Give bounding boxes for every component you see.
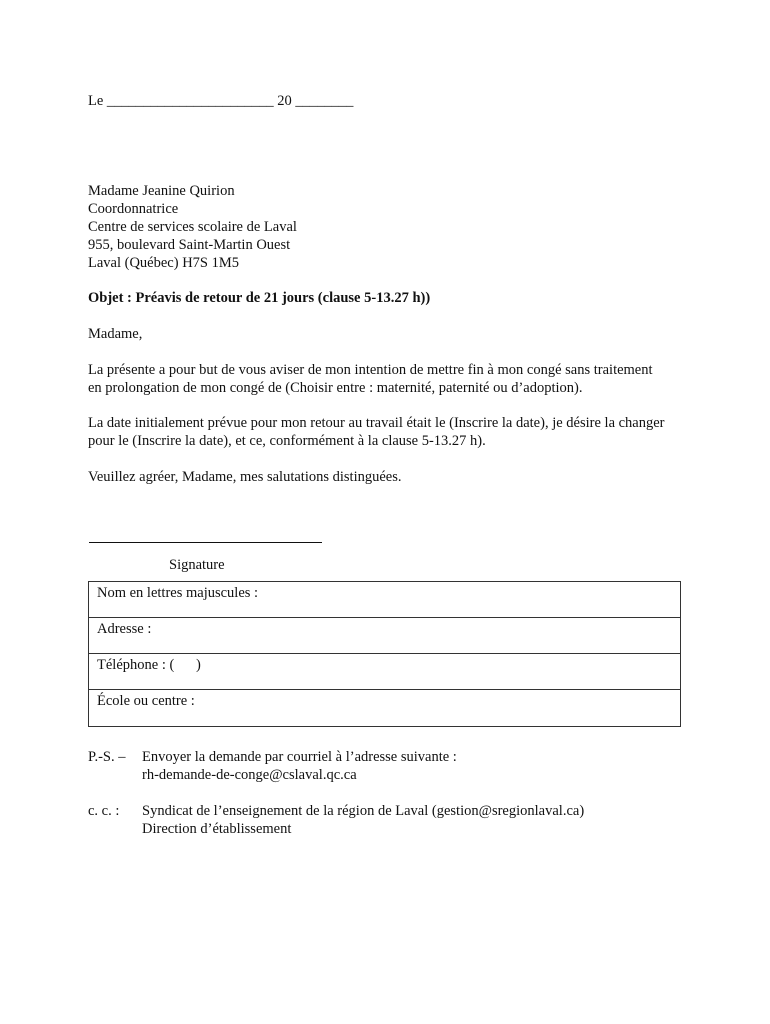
postscript-label: P.-S. – — [88, 749, 126, 765]
recipient-organization: Centre de services scolaire de Laval — [88, 219, 297, 235]
contact-info-table — [88, 581, 681, 727]
postscript-body — [142, 748, 457, 784]
paragraph-dates-line-1: La date initialement prévue pour mon retour au travail était le (Inscrire la date), je désire la changer — [88, 415, 665, 431]
recipient-title: Coordonnatrice — [88, 201, 179, 217]
paragraph-intent-line-2: en prolongation de mon congé de (Choisir entre : maternité, paternité ou d’adoption). — [88, 380, 583, 396]
signature-label: Signature — [169, 557, 225, 573]
school-field-label: École ou centre : — [97, 693, 195, 709]
cc-label: c. c. : — [88, 803, 120, 819]
recipient-city: Laval (Québec) H7S 1M5 — [88, 255, 239, 271]
phone-field-row[interactable] — [89, 654, 680, 690]
date-line: Le _______________________ 20 ________ — [88, 93, 354, 109]
closing-formula: Veuillez agréer, Madame, mes salutations distinguées. — [88, 469, 402, 485]
recipient-street: 955, boulevard Saint-Martin Ouest — [88, 237, 291, 253]
name-field-row[interactable] — [89, 582, 680, 618]
cc-line-1: Syndicat de l’enseignement de la région de Laval (gestion@sregionlaval.ca) — [142, 803, 585, 819]
school-field-row[interactable] — [89, 690, 680, 726]
address-field-label: Adresse : — [97, 621, 152, 637]
subject-line: Objet : Préavis de retour de 21 jours (clause 5-13.27 h)) — [88, 290, 431, 306]
recipient-name: Madame Jeanine Quirion — [88, 183, 235, 199]
paragraph-dates-line-2: pour le (Inscrire la date), et ce, conformément à la clause 5-13.27 h). — [88, 433, 486, 449]
signature-line — [89, 542, 322, 543]
postscript-line-1: Envoyer la demande par courriel à l’adresse suivante : — [142, 749, 457, 765]
salutation: Madame, — [88, 326, 143, 342]
paragraph-dates — [88, 414, 665, 450]
cc-body — [142, 802, 584, 838]
phone-field-label: Téléphone : ( ) — [97, 657, 201, 673]
cc-line-2: Direction d’établissement — [142, 821, 292, 837]
postscript-email: rh-demande-de-conge@cslaval.qc.ca — [142, 767, 357, 783]
paragraph-intent — [88, 361, 653, 397]
paragraph-intent-line-1: La présente a pour but de vous aviser de mon intention de mettre fin à mon congé sans traitement — [88, 362, 653, 378]
name-field-label: Nom en lettres majuscules : — [97, 585, 259, 601]
address-field-row[interactable] — [89, 618, 680, 654]
